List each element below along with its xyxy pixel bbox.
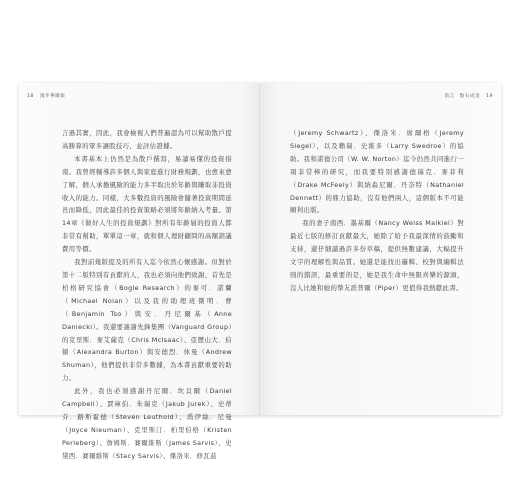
- right-running-head: [438, 93, 493, 99]
- right-page-number: 19: [486, 94, 493, 99]
- paragraph: 我對前幾版提及的所有人迄今依然心懷感謝。但對於第十二版特別有貢獻的人，我也必須向他們致謝，首先是柏格研究協會（Bogle Research）的麥可．諾蘭（Michael Nolan）以及我的助理班傑明．曹（Benjamin Tso）與安．丹尼爾基（Anne Daniecki）。我還要謝謝先鋒集團（Vanguard Group）的克里斯．麥艾薩克（Chris McIsaac）、亞歷山大．伯頓（Alexandra Burton）與安德烈．休曼（Andrew Shuman），他們提供非常多數據，為本書貢獻重要的助力。: [62, 258, 232, 383]
- left-running-title: 漫步華爾街: [39, 94, 66, 99]
- paragraph: 此外，我也必須感謝丹尼爾．坎貝爾（Daniel Campbell）、賈庫伯．朱瑞克（Jakub Jurek）、史蒂芬．路斯霍德（Steven Leuthold）、喬伊絲．尼曼（Joyce Nieuman）、克里斯汀．柏里伯格（Kristen Perleberg）、詹姆斯．賽爾維斯（James Sarvis）、史黛西．賽爾維斯（Stacy Sarvis）、傑洛米．修瓦茲: [62, 387, 232, 460]
- paragraph: 言過其實，因此，我會檢視人們普遍認為可以幫助散戶提高勝算的眾多讓股技巧，並評估證據。: [62, 129, 232, 150]
- paragraph: （Jeremy Schwartz）、傑洛米．席爾格（Jeremy Siegel），以及賴瑞．史維多（Larry Swedroe）的協助。我和諾德公司（W. W. Norton）迄今仍然共同進行一項非常棒的研究，而我要特別感謝德瑞克．麥菲利（Drake McFeely）與納森尼爾．丹奈特（Nathaniel Dennett）的鼎力協助，沒有他們兩人，這個版本不可能順利出版。: [290, 129, 464, 215]
- left-page: [19, 83, 260, 460]
- paragraph: 我的妻子南西．墨基爾（Nancy Weiss Malkiel）對最近七版的修訂貢獻最大，她除了給予我最深情的鼓勵和支持，還仔細讀過許多份草稿，提供無數建議，大幅提升文字的理解性與品質。她還是能找出邏輯、校對與編輯法則的錯誤，最重要的是，她是我生命中無限喜樂的源頭，沒人比她和她的摯友派普爾（Piper）更值得我熱獻此書。: [290, 219, 464, 292]
- left-page-number: 18: [27, 94, 34, 99]
- left-running-head: [27, 93, 71, 99]
- paragraph: 本書基本上仍然是為散戶撰寫，易讀易懂的投資指南。我曾經輔導許多個人與家庭進行財務規劃，也愈來愈了解，個人承擔風險的能力多半取決於年齡與賺取非投資收入的能力。同樣，大多數投資的風險會隨著投資期間延長而降低，因此最佳的投資策略必須將年齡納入考量。第14章《做好人生的投資規劃》對所有年齡層的投資人都非常有幫助，單單這一章，就和個人理財顧問的高額諮議費用等價。: [62, 154, 232, 254]
- open-book: [19, 83, 501, 460]
- right-page: [260, 83, 501, 415]
- left-body-text: [62, 127, 232, 463]
- right-body-text: [290, 127, 464, 295]
- right-running-title: 前言 點石成金: [444, 94, 481, 99]
